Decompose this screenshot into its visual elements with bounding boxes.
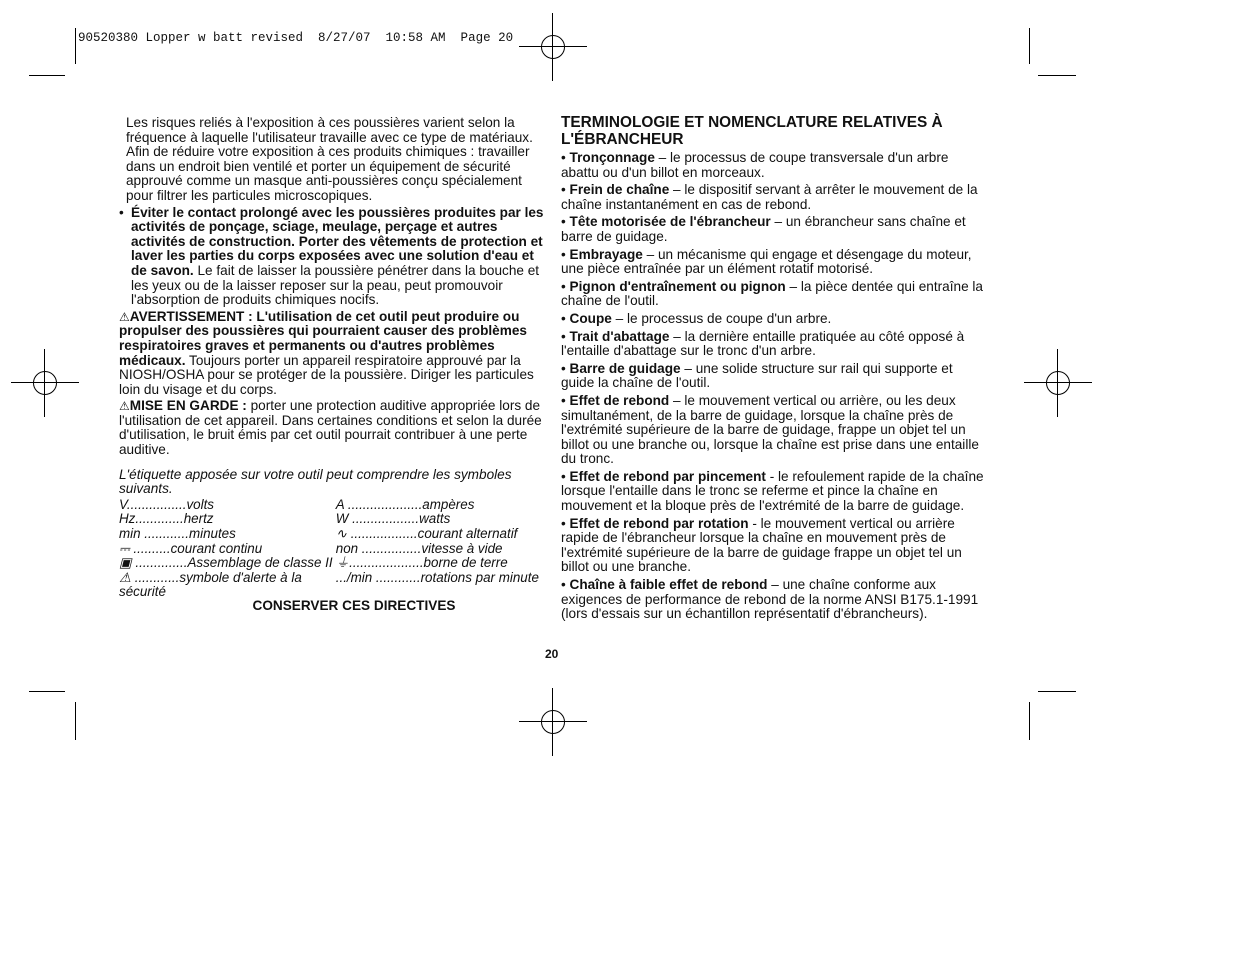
symbol-right-cell: W ..................watts	[335, 511, 451, 527]
symbol-left-cell: Hz.............hertz	[119, 511, 214, 527]
symbols-intro: L'étiquette apposée sur votre outil peut comprendre les symboles suivants.	[119, 466, 512, 497]
term-definition: – un ébrancheur sans chaîne et barre de guidage.	[561, 214, 966, 244]
warning-bold-text: AVERTISSEMENT : L'utilisation de cet outil peut produire ou propulser des poussières qui pourraient causer des problèmes respiratoires graves et permanents ou d'autres problèmes médicaux.	[119, 308, 527, 368]
warning-text: Toujours porter un appareil respiratoire approuvé par la NIOSH/OSHA pour se protéger de la poussière. Diriger les particules loin du visage et du corps.	[119, 352, 534, 397]
term-name: Barre de guidage	[569, 360, 681, 376]
term-bullet: •	[561, 246, 566, 262]
term-bullet: •	[561, 328, 566, 344]
terminology-heading: TERMINOLOGIE ET NOMENCLATURE RELATIVES À L'ÉBRANCHEUR	[561, 114, 943, 148]
term-name: Tête motorisée de l'ébrancheur	[569, 214, 771, 230]
save-instructions-heading: CONSERVER CES DIRECTIVES	[252, 598, 456, 613]
registration-mark-icon	[533, 702, 573, 742]
page-number: 20	[545, 647, 559, 661]
caution-triangle-icon: ⚠	[119, 399, 130, 414]
crop-mark	[1029, 702, 1030, 740]
term-bullet: •	[561, 182, 566, 198]
warning-paragraph	[119, 310, 544, 398]
term-name: Effet de rebond par rotation	[569, 515, 749, 531]
crop-mark	[1029, 28, 1030, 64]
term-definition: – une chaîne conforme aux exigences de performance de rebond de la norme ANSI B175.1-1991 (lors d'essais sur un échantillon représentatif d'ébrancheurs).	[561, 577, 979, 622]
terms-list	[561, 151, 987, 622]
term-bullet: •	[561, 310, 566, 326]
registration-mark-icon	[25, 363, 65, 403]
term-definition: – le dispositif servant à arrêter le mouvement de la chaîne instantanément en cas de rebond.	[561, 182, 978, 212]
caution-text: porter une protection auditive appropriée lors de l'utilisation de cet appareil. Dans certaines conditions et selon la durée d'utilisation, le bruit émis par cet outil pourrait contribuer à une perte auditive.	[119, 398, 542, 458]
term-entry	[561, 248, 987, 277]
term-entry	[561, 280, 987, 309]
term-name: Effet de rebond par pincement	[569, 468, 766, 484]
term-definition: - le refoulement rapide de la chaîne lorsque l'entaille dans le tronc se referme et pince la chaîne en mouvement et la bloque près de l'extrémité de la barre de guidage.	[561, 468, 984, 514]
symbol-row	[119, 498, 544, 513]
term-bullet: •	[561, 214, 566, 230]
caution-bold-text: MISE EN GARDE :	[129, 398, 247, 414]
symbol-left-cell: min ............minutes	[119, 526, 236, 542]
term-entry	[561, 394, 987, 467]
crop-mark	[75, 702, 76, 740]
term-entry	[561, 362, 987, 391]
crop-mark	[1038, 691, 1076, 692]
symbol-row	[119, 542, 544, 557]
term-entry	[561, 312, 987, 327]
crop-mark	[29, 691, 65, 692]
term-name: Effet de rebond	[569, 392, 670, 408]
symbol-row	[119, 527, 544, 542]
symbol-right-cell: ⏚....................borne de terre	[335, 555, 508, 571]
symbol-left-cell: ⚠ ............symbole d'alerte à la sécurité	[119, 569, 302, 600]
term-definition: – la dernière entaille pratiquée au côté opposé à l'entaille d'abattage sur le tronc d'un arbre.	[561, 328, 965, 359]
symbol-row	[119, 512, 544, 527]
right-column	[561, 114, 987, 622]
term-entry	[561, 151, 987, 180]
term-name: Tronçonnage	[569, 150, 655, 165]
term-definition: – le processus de coupe transversale d'un arbre abattu ou d'un billot en morceaux.	[561, 150, 949, 180]
symbols-table	[119, 498, 544, 600]
term-definition: - le mouvement vertical ou arrière rapide de l'ébrancheur lorsque la chaîne en mouvement près de l'extrémité supérieure de la barre de guidage frappe un objet tel un billot ou une branche.	[561, 515, 962, 575]
term-name: Pignon d'entraînement ou pignon	[569, 278, 786, 294]
term-definition: – une solide structure sur rail qui supporte et guide la chaîne de l'outil.	[561, 360, 953, 391]
registration-mark-icon	[1038, 363, 1078, 403]
registration-mark-icon	[533, 27, 573, 67]
printer-slug: 90520380 Lopper w batt revised 8/27/07 10:58 AM Page 20	[78, 31, 514, 45]
crop-mark	[29, 75, 65, 76]
symbol-row	[119, 571, 544, 600]
term-bullet: •	[561, 577, 566, 593]
symbol-right-cell: non ................vitesse à vide	[335, 540, 503, 556]
warning-triangle-icon: ⚠	[119, 309, 130, 324]
bullet-text: Le fait de laisser la poussière pénétrer dans la bouche et les yeux ou de la laisser reposer sur la peau, peut promouvoir l'absorption de produits chimiques nocifs.	[131, 262, 540, 308]
term-entry	[561, 470, 987, 514]
term-bullet: •	[561, 468, 566, 484]
dust-contact-bullet	[119, 206, 544, 308]
symbol-right-cell: ∿ ..................courant alternatif	[335, 526, 518, 542]
crop-mark	[1038, 75, 1076, 76]
term-name: Frein de chaîne	[569, 182, 670, 198]
symbol-left-cell: V................volts	[119, 496, 214, 512]
bullet-marker: •	[119, 204, 124, 220]
bullet-bold-text: Éviter le contact prolongé avec les poussières produites par les activités de ponçage, sciage, meulage, perçage et autres activités de construction. Porter des vêtements de protection et laver les parties du corps exposées avec une solution d'eau et de savon.	[131, 204, 544, 278]
term-bullet: •	[561, 392, 566, 408]
term-bullet: •	[561, 278, 566, 294]
term-bullet: •	[561, 150, 566, 165]
symbol-right-cell: A ....................ampères	[335, 496, 475, 512]
term-entry	[561, 330, 987, 359]
dust-exposure-paragraph: Les risques reliés à l'exposition à ces poussières varient selon la fréquence à laquelle l'utilisateur travaille avec ce type de matériaux. Afin de réduire votre exposition à ces produits chimiques : travailler dans un endroit bien ventilé et porter un équipement de sécurité approuvé comme un masque anti-poussières conçu spécialement pour filtrer les particules microscopiques.	[126, 115, 533, 203]
term-name: Chaîne à faible effet de rebond	[569, 577, 768, 593]
term-name: Trait d'abattage	[569, 328, 670, 344]
term-definition: – un mécanisme qui engage et désengage du moteur, une pièce entraînée par un élément rotatif motorisé.	[561, 246, 972, 277]
term-entry	[561, 183, 987, 212]
caution-paragraph	[119, 399, 544, 457]
left-column	[119, 116, 544, 614]
term-definition: – le mouvement vertical ou arrière, ou les deux simultanément, de la barre de guidage, lorsque la chaîne près de l'extrémité supérieure de la barre de guidage, frappe un objet tel un billot ou une branche ou, lorsque la chaîne est prise dans une entaille du tronc.	[561, 392, 979, 467]
symbol-right-cell: .../min ............rotations par minute	[335, 569, 539, 585]
term-name: Coupe	[569, 310, 612, 326]
term-name: Embrayage	[569, 246, 643, 262]
symbol-left-cell: ▣ ..............Assemblage de classe II	[119, 555, 333, 571]
term-bullet: •	[561, 360, 566, 376]
term-bullet: •	[561, 515, 566, 531]
term-entry	[561, 578, 987, 622]
term-entry	[561, 215, 987, 244]
symbol-row	[119, 556, 544, 571]
term-definition: – la pièce dentée qui entraîne la chaîne de l'outil.	[561, 278, 983, 309]
symbol-left-cell: ⎓ ..........courant continu	[119, 540, 263, 556]
term-entry	[561, 517, 987, 575]
term-definition: – le processus de coupe d'un arbre.	[611, 310, 832, 326]
crop-mark	[75, 28, 76, 64]
